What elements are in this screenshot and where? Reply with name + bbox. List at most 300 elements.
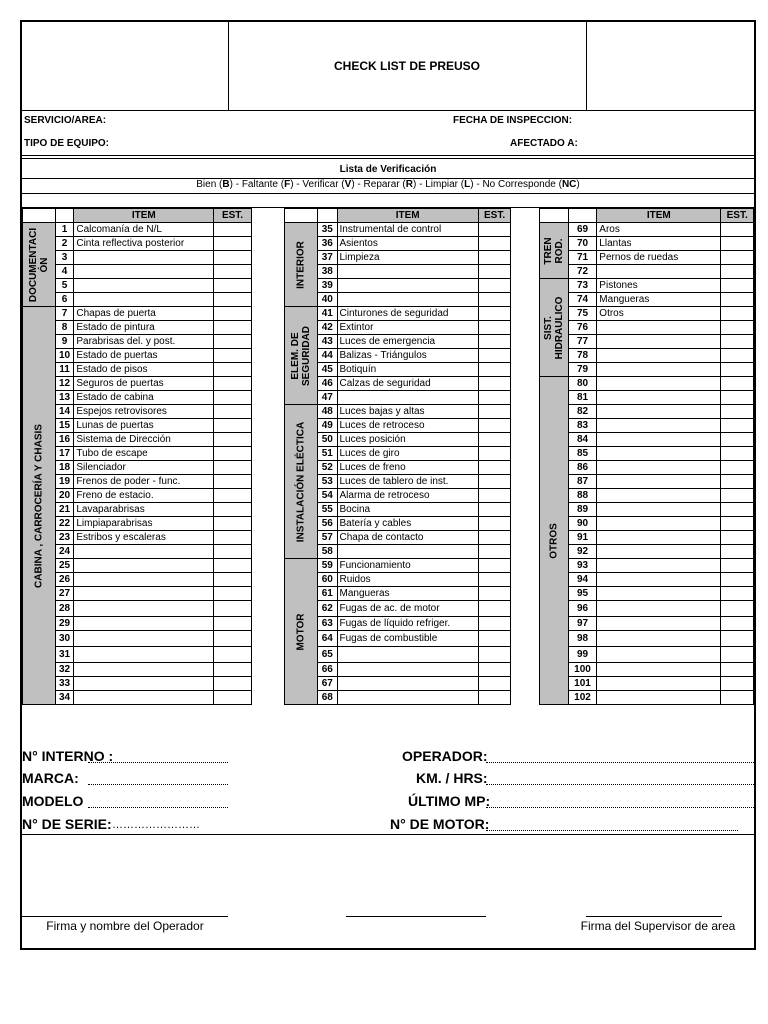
item-name: Calzas de seguridad <box>337 377 478 391</box>
item-name: Fugas de ac. de motor <box>337 601 478 617</box>
item-status-cell[interactable] <box>214 377 251 391</box>
item-name: Chapa de contacto <box>337 531 478 545</box>
item-name <box>597 349 721 363</box>
item-status-cell[interactable] <box>214 587 251 601</box>
item-number: 19 <box>55 475 74 489</box>
item-status-cell[interactable] <box>214 237 251 251</box>
item-status-cell[interactable] <box>478 677 511 691</box>
legend-code: NC <box>561 179 577 190</box>
item-name: Mangueras <box>597 293 721 307</box>
item-number: 22 <box>55 517 74 531</box>
column-gap <box>251 363 285 377</box>
item-status-cell[interactable] <box>214 573 251 587</box>
item-status-cell[interactable] <box>478 377 511 391</box>
column-gap <box>251 321 285 335</box>
item-status-cell[interactable] <box>214 447 251 461</box>
table-row <box>23 335 754 349</box>
item-number: 8 <box>55 321 74 335</box>
item-number: 97 <box>568 617 597 631</box>
item-status-cell[interactable] <box>721 475 754 489</box>
item-name: Cinturones de seguridad <box>337 307 478 321</box>
item-status-cell[interactable] <box>721 321 754 335</box>
item-status-cell[interactable] <box>721 631 754 647</box>
item-name: Sistema de Dirección <box>74 433 214 447</box>
item-name <box>597 545 721 559</box>
item-status-cell[interactable] <box>721 433 754 447</box>
item-number: 65 <box>318 647 337 663</box>
item-status-cell[interactable] <box>478 631 511 647</box>
supervisor-signature-line[interactable] <box>586 916 722 917</box>
item-name <box>597 517 721 531</box>
item-number: 29 <box>55 617 74 631</box>
item-number: 69 <box>568 223 597 237</box>
column-gap <box>511 573 540 587</box>
header-empty <box>23 209 56 223</box>
item-number: 86 <box>568 461 597 475</box>
modelo-field[interactable] <box>88 807 228 808</box>
table-row <box>23 419 754 433</box>
item-number: 63 <box>318 617 337 631</box>
item-status-cell[interactable] <box>478 559 511 573</box>
item-name <box>74 587 214 601</box>
item-status-cell[interactable] <box>214 363 251 377</box>
item-name: Luces de tablero de inst. <box>337 475 478 489</box>
item-status-cell[interactable] <box>478 293 511 307</box>
item-status-cell[interactable] <box>214 545 251 559</box>
item-number: 34 <box>55 691 74 705</box>
item-status-cell[interactable] <box>721 461 754 475</box>
item-status-cell[interactable] <box>214 293 251 307</box>
item-number: 85 <box>568 447 597 461</box>
item-name: Fugas de combustible <box>337 631 478 647</box>
item-name: Luces de giro <box>337 447 478 461</box>
table-row <box>23 559 754 573</box>
item-status-cell[interactable] <box>478 433 511 447</box>
item-number: 52 <box>318 461 337 475</box>
item-status-cell[interactable] <box>721 293 754 307</box>
item-status-cell[interactable] <box>214 531 251 545</box>
header-empty <box>318 209 337 223</box>
item-status-cell[interactable] <box>478 321 511 335</box>
column-gap <box>251 419 285 433</box>
column-header-item: ITEM <box>597 209 721 223</box>
item-name <box>597 419 721 433</box>
afectado-a-label: AFECTADO A: <box>510 138 578 149</box>
item-number: 96 <box>568 601 597 617</box>
item-name: Espejos retrovisores <box>74 405 214 419</box>
item-name: Luces de emergencia <box>337 335 478 349</box>
item-status-cell[interactable] <box>214 251 251 265</box>
item-status-cell[interactable] <box>721 677 754 691</box>
item-number: 87 <box>568 475 597 489</box>
item-number: 46 <box>318 377 337 391</box>
item-status-cell[interactable] <box>721 363 754 377</box>
item-number: 57 <box>318 531 337 545</box>
form-title: CHECK LIST DE PREUSO <box>333 59 480 73</box>
item-number: 32 <box>55 663 74 677</box>
table-row <box>23 405 754 419</box>
item-status-cell[interactable] <box>214 405 251 419</box>
column-gap <box>511 237 540 251</box>
legend-fragment: Bien ( <box>196 179 223 190</box>
column-gap <box>511 223 540 237</box>
item-status-cell[interactable] <box>478 663 511 677</box>
operador-field[interactable] <box>486 762 756 763</box>
item-number: 7 <box>55 307 74 321</box>
item-number: 42 <box>318 321 337 335</box>
item-status-cell[interactable] <box>721 279 754 293</box>
item-status-cell[interactable] <box>721 517 754 531</box>
item-status-cell[interactable] <box>478 475 511 489</box>
item-status-cell[interactable] <box>214 559 251 573</box>
item-number: 40 <box>318 293 337 307</box>
item-number: 75 <box>568 307 597 321</box>
item-status-cell[interactable] <box>478 391 511 405</box>
item-name: Balizas - Triángulos <box>337 349 478 363</box>
n-interno-label: N° INTERNO : <box>22 748 114 764</box>
item-status-cell[interactable] <box>214 517 251 531</box>
n-serie-field[interactable]: …………………… <box>112 819 200 831</box>
column-gap <box>251 265 285 279</box>
table-row <box>23 489 754 503</box>
item-number: 15 <box>55 419 74 433</box>
item-name: Pistones <box>597 279 721 293</box>
item-number: 33 <box>55 677 74 691</box>
item-status-cell[interactable] <box>478 363 511 377</box>
item-status-cell[interactable] <box>214 691 251 705</box>
middle-signature-line[interactable] <box>346 916 486 917</box>
table-row <box>23 349 754 363</box>
item-number: 3 <box>55 251 74 265</box>
item-status-cell[interactable] <box>478 489 511 503</box>
item-status-cell[interactable] <box>478 349 511 363</box>
item-number: 27 <box>55 587 74 601</box>
item-number: 11 <box>55 363 74 377</box>
legend-code: F <box>284 179 291 190</box>
item-status-cell[interactable] <box>721 237 754 251</box>
item-status-cell[interactable] <box>721 265 754 279</box>
item-status-cell[interactable] <box>721 419 754 433</box>
item-name <box>597 647 721 663</box>
table-row <box>23 517 754 531</box>
item-status-cell[interactable] <box>214 419 251 433</box>
column-header-item: ITEM <box>337 209 478 223</box>
item-status-cell[interactable] <box>478 265 511 279</box>
km-hrs-field[interactable] <box>486 784 756 785</box>
header-empty <box>285 209 318 223</box>
item-number: 81 <box>568 391 597 405</box>
item-status-cell[interactable] <box>721 559 754 573</box>
item-status-cell[interactable] <box>214 461 251 475</box>
item-status-cell[interactable] <box>721 647 754 663</box>
item-status-cell[interactable] <box>721 377 754 391</box>
item-status-cell[interactable] <box>478 517 511 531</box>
column-gap <box>511 363 540 377</box>
item-name <box>74 545 214 559</box>
item-status-cell[interactable] <box>214 677 251 691</box>
item-status-cell[interactable] <box>478 545 511 559</box>
item-status-cell[interactable] <box>721 601 754 617</box>
n-motor-field[interactable] <box>486 830 738 831</box>
item-number: 58 <box>318 545 337 559</box>
item-status-cell[interactable] <box>214 265 251 279</box>
category-documentacion <box>23 223 56 307</box>
item-status-cell[interactable] <box>721 307 754 321</box>
operador-label: OPERADOR: <box>402 748 488 764</box>
item-number: 26 <box>55 573 74 587</box>
item-status-cell[interactable] <box>478 335 511 349</box>
item-status-cell[interactable] <box>214 601 251 617</box>
item-name <box>337 293 478 307</box>
column-gap <box>511 209 540 223</box>
column-gap <box>511 531 540 545</box>
table-row <box>23 573 754 587</box>
item-status-cell[interactable] <box>478 223 511 237</box>
item-status-cell[interactable] <box>721 617 754 631</box>
item-status-cell[interactable] <box>214 663 251 677</box>
column-gap <box>511 601 540 617</box>
item-number: 77 <box>568 335 597 349</box>
item-status-cell[interactable] <box>214 489 251 503</box>
item-status-cell[interactable] <box>721 391 754 405</box>
item-status-cell[interactable] <box>214 321 251 335</box>
table-row <box>23 391 754 405</box>
item-number: 9 <box>55 335 74 349</box>
item-number: 74 <box>568 293 597 307</box>
item-name: Calcomanía de N/L <box>74 223 214 237</box>
column-gap <box>251 617 285 631</box>
item-status-cell[interactable] <box>214 647 251 663</box>
item-status-cell[interactable] <box>478 587 511 601</box>
item-status-cell[interactable] <box>478 691 511 705</box>
column-gap <box>511 405 540 419</box>
item-status-cell[interactable] <box>214 307 251 321</box>
item-status-cell[interactable] <box>478 405 511 419</box>
column-gap <box>251 433 285 447</box>
item-status-cell[interactable] <box>214 391 251 405</box>
column-gap <box>251 503 285 517</box>
tipo-equipo-label: TIPO DE EQUIPO: <box>24 138 110 149</box>
item-status-cell[interactable] <box>721 587 754 601</box>
item-name <box>597 503 721 517</box>
item-status-cell[interactable] <box>721 349 754 363</box>
item-name: Estado de puertas <box>74 349 214 363</box>
item-status-cell[interactable] <box>214 503 251 517</box>
item-status-cell[interactable] <box>478 237 511 251</box>
item-name <box>597 617 721 631</box>
item-number: 5 <box>55 279 74 293</box>
item-name: Silenciador <box>74 461 214 475</box>
item-name <box>337 663 478 677</box>
column-gap <box>251 391 285 405</box>
item-status-cell[interactable] <box>214 223 251 237</box>
item-name: Lavaparabrisas <box>74 503 214 517</box>
item-status-cell[interactable] <box>721 573 754 587</box>
supervisor-signature-label: Firma del Supervisor de area <box>580 919 736 933</box>
item-status-cell[interactable] <box>214 617 251 631</box>
item-number: 99 <box>568 647 597 663</box>
column-gap <box>251 377 285 391</box>
modelo-label: MODELO <box>22 793 84 809</box>
item-status-cell[interactable] <box>214 335 251 349</box>
operator-signature-line[interactable] <box>22 916 228 917</box>
item-status-cell[interactable] <box>478 419 511 433</box>
item-status-cell[interactable] <box>721 223 754 237</box>
column-gap <box>251 461 285 475</box>
ultimo-mp-field[interactable] <box>486 807 756 808</box>
column-gap <box>251 573 285 587</box>
n-motor-label: N° DE MOTOR: <box>390 816 490 832</box>
column-gap <box>511 559 540 573</box>
column-gap <box>511 391 540 405</box>
item-name <box>74 663 214 677</box>
item-number: 60 <box>318 573 337 587</box>
table-row <box>23 433 754 447</box>
table-row <box>23 251 754 265</box>
item-name <box>597 265 721 279</box>
item-number: 48 <box>318 405 337 419</box>
column-gap <box>511 631 540 647</box>
legend-code: L <box>464 179 471 190</box>
item-number: 64 <box>318 631 337 647</box>
legend-text <box>22 179 754 190</box>
table-row <box>23 545 754 559</box>
item-status-cell[interactable] <box>478 573 511 587</box>
table-row <box>23 307 754 321</box>
table-row <box>23 475 754 489</box>
item-number: 68 <box>318 691 337 705</box>
item-name <box>74 573 214 587</box>
column-header-est: EST. <box>478 209 511 223</box>
item-name: Luces de freno <box>337 461 478 475</box>
column-header-est: EST. <box>214 209 251 223</box>
column-gap <box>511 433 540 447</box>
item-status-cell[interactable] <box>721 503 754 517</box>
table-row <box>23 321 754 335</box>
column-gap <box>251 279 285 293</box>
category-label: DOCUMENTACI ÓN <box>27 227 50 302</box>
table-row <box>23 377 754 391</box>
item-status-cell[interactable] <box>721 489 754 503</box>
column-gap <box>511 321 540 335</box>
column-gap <box>251 335 285 349</box>
table-row <box>23 223 754 237</box>
item-status-cell[interactable] <box>478 503 511 517</box>
item-name: Batería y cables <box>337 517 478 531</box>
item-number: 83 <box>568 419 597 433</box>
category-otros <box>540 377 569 705</box>
item-name <box>74 677 214 691</box>
item-name <box>597 433 721 447</box>
item-status-cell[interactable] <box>721 663 754 677</box>
item-status-cell[interactable] <box>478 307 511 321</box>
item-name <box>74 691 214 705</box>
item-status-cell[interactable] <box>721 447 754 461</box>
column-gap <box>511 279 540 293</box>
item-name: Fugas de líquido refriger. <box>337 617 478 631</box>
column-gap <box>251 517 285 531</box>
item-status-cell[interactable] <box>478 601 511 617</box>
item-name: Luces posición <box>337 433 478 447</box>
item-number: 59 <box>318 559 337 573</box>
item-number: 16 <box>55 433 74 447</box>
item-status-cell[interactable] <box>478 279 511 293</box>
item-status-cell[interactable] <box>214 631 251 647</box>
item-status-cell[interactable] <box>478 447 511 461</box>
column-header-est: EST. <box>721 209 754 223</box>
item-number: 43 <box>318 335 337 349</box>
item-status-cell[interactable] <box>478 461 511 475</box>
n-interno-field[interactable] <box>88 762 228 763</box>
item-status-cell[interactable] <box>721 531 754 545</box>
legend-title: Lista de Verificación <box>339 164 437 175</box>
item-status-cell[interactable] <box>721 251 754 265</box>
item-status-cell[interactable] <box>214 279 251 293</box>
marca-field[interactable] <box>88 784 228 785</box>
category-label: INTERIOR <box>295 240 307 289</box>
item-number: 50 <box>318 433 337 447</box>
item-name <box>337 677 478 691</box>
item-status-cell[interactable] <box>721 545 754 559</box>
item-name <box>337 691 478 705</box>
item-number: 1 <box>55 223 74 237</box>
category-motor <box>285 559 318 705</box>
item-number: 102 <box>568 691 597 705</box>
item-name <box>74 251 214 265</box>
column-gap <box>511 617 540 631</box>
column-gap <box>511 419 540 433</box>
item-status-cell[interactable] <box>478 617 511 631</box>
item-number: 41 <box>318 307 337 321</box>
column-gap <box>251 307 285 321</box>
category-label: ELEM. DE SEGURIDAD <box>290 325 313 386</box>
item-number: 95 <box>568 587 597 601</box>
item-number: 2 <box>55 237 74 251</box>
table-row <box>23 617 754 631</box>
column-gap <box>251 349 285 363</box>
column-gap <box>511 475 540 489</box>
column-gap <box>251 559 285 573</box>
item-number: 88 <box>568 489 597 503</box>
legend-fragment: ) - Verificar ( <box>290 179 345 190</box>
item-status-cell[interactable] <box>214 433 251 447</box>
item-status-cell[interactable] <box>478 531 511 545</box>
item-number: 91 <box>568 531 597 545</box>
item-number: 39 <box>318 279 337 293</box>
item-status-cell[interactable] <box>214 475 251 489</box>
column-header-item: ITEM <box>74 209 214 223</box>
column-gap <box>251 237 285 251</box>
item-status-cell[interactable] <box>721 335 754 349</box>
item-status-cell[interactable] <box>721 691 754 705</box>
item-number: 35 <box>318 223 337 237</box>
item-status-cell[interactable] <box>214 349 251 363</box>
n-serie-label: N° DE SERIE: <box>22 816 112 832</box>
item-status-cell[interactable] <box>721 405 754 419</box>
item-name: Mangueras <box>337 587 478 601</box>
operator-signature-label: Firma y nombre del Operador <box>46 919 204 933</box>
item-status-cell[interactable] <box>478 251 511 265</box>
item-number: 61 <box>318 587 337 601</box>
category-instalacion <box>285 405 318 559</box>
item-name <box>337 279 478 293</box>
category-label: MOTOR <box>295 612 307 651</box>
item-number: 56 <box>318 517 337 531</box>
column-gap <box>511 265 540 279</box>
item-status-cell[interactable] <box>478 647 511 663</box>
column-gap <box>511 251 540 265</box>
table-row <box>23 461 754 475</box>
